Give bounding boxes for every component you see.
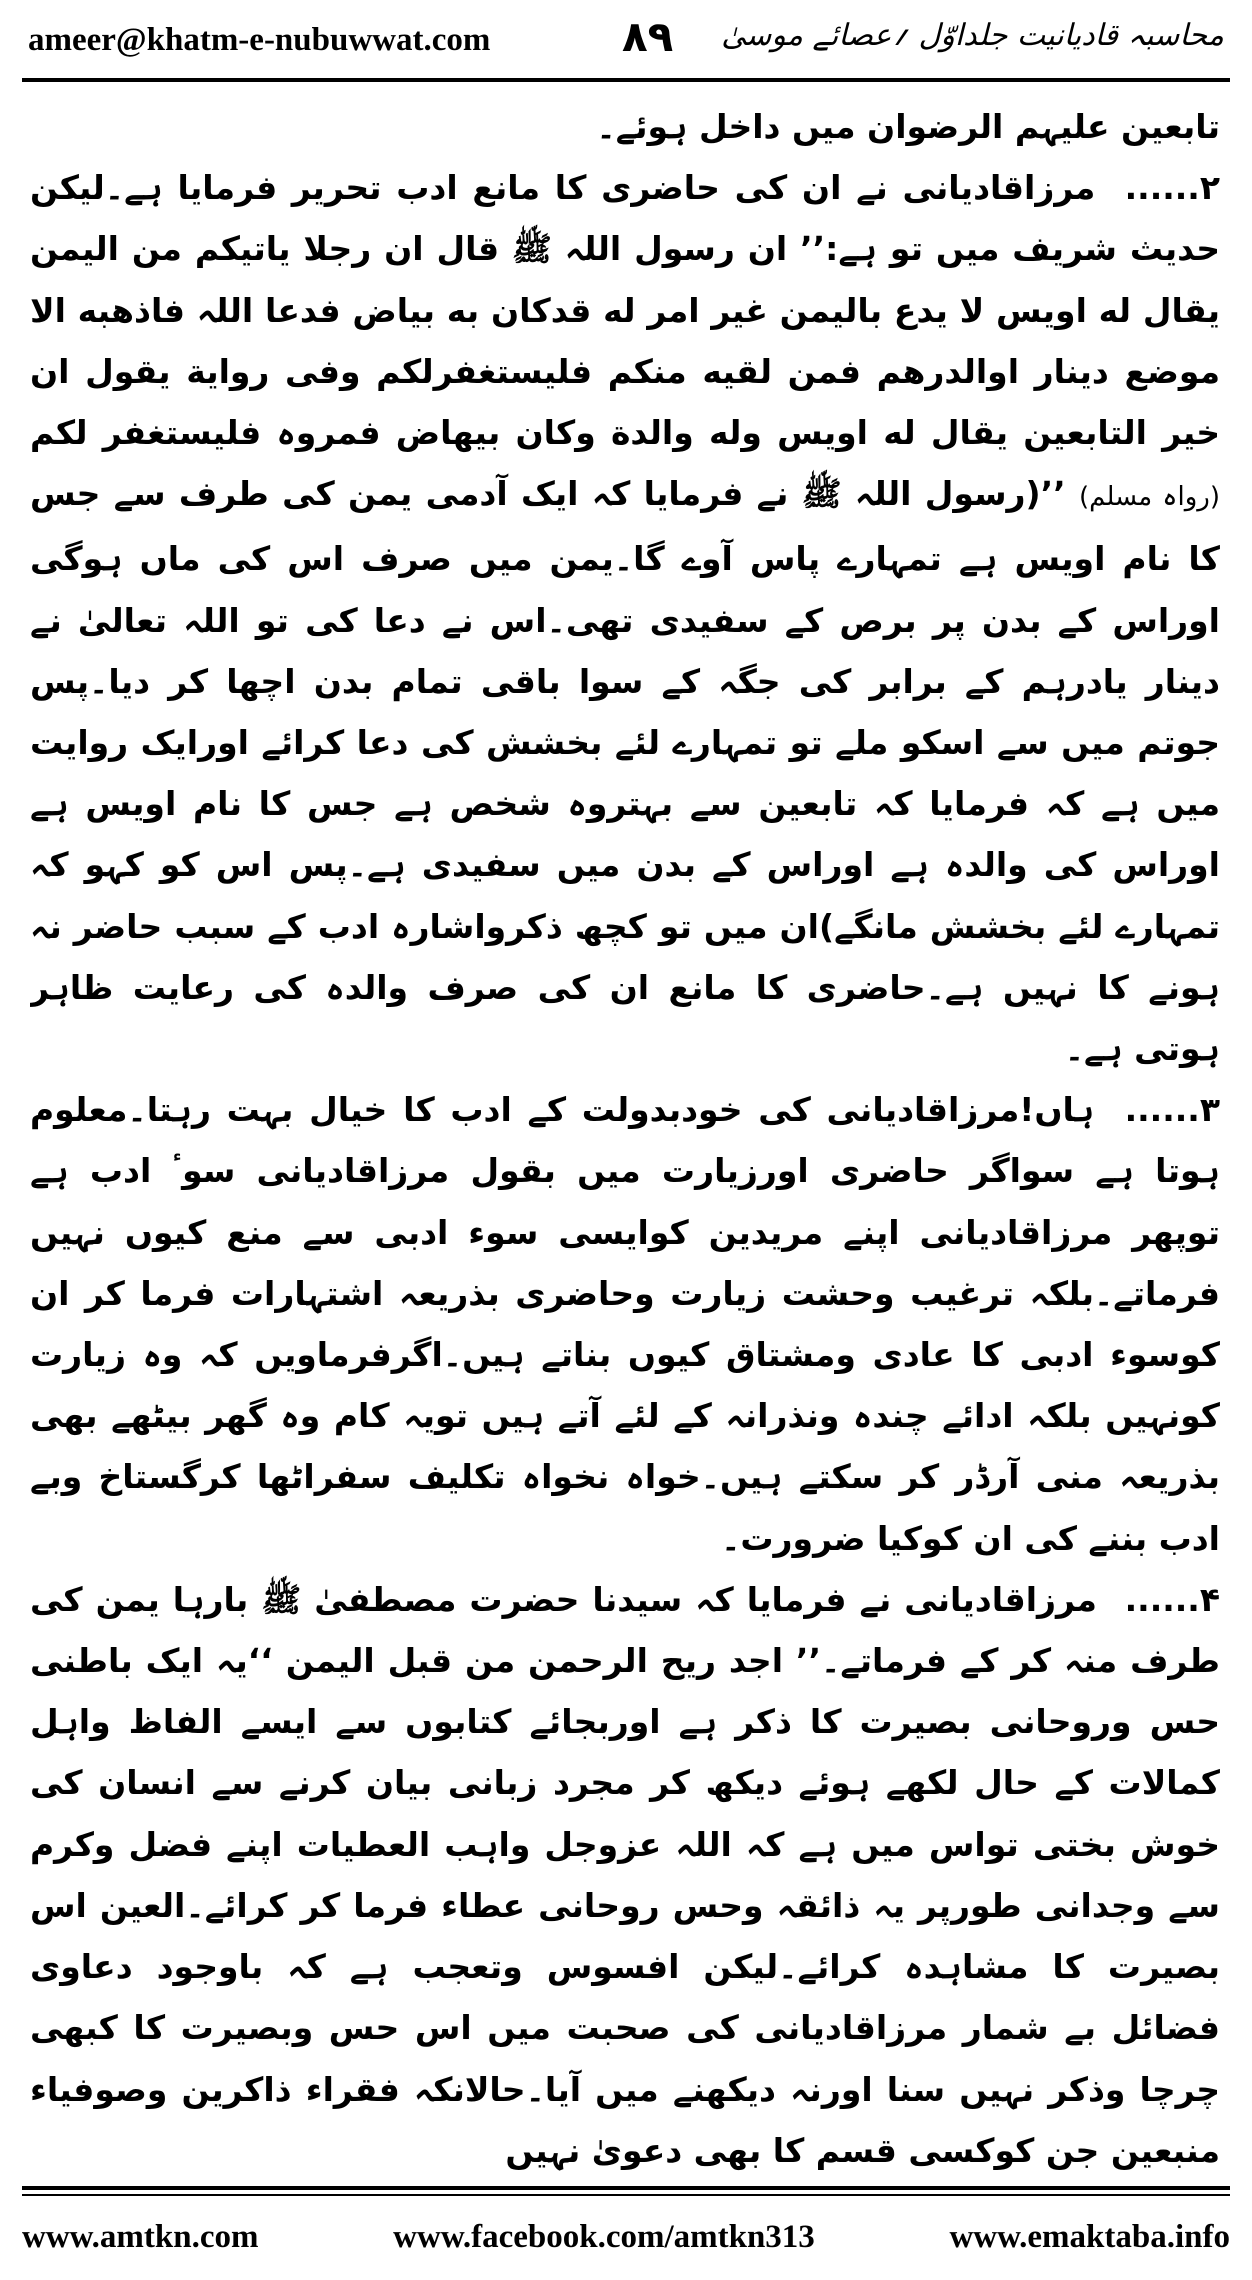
footer-rule-thick xyxy=(22,2186,1230,2190)
paragraph-item-4 xyxy=(30,1569,1220,2176)
item-2-number: ۲...... xyxy=(1124,168,1220,208)
footer-link-amtkn[interactable]: www.amtkn.com xyxy=(22,2218,259,2255)
continuation-text: تابعین علیہم الرضوان میں داخل ہوئے۔ xyxy=(596,107,1220,146)
item-3-number: ۳...... xyxy=(1124,1090,1220,1130)
paragraph-continuation xyxy=(30,96,1220,157)
footer-link-facebook[interactable]: www.facebook.com/amtkn313 xyxy=(393,2218,815,2255)
footer-link-emaktaba[interactable]: www.emaktaba.info xyxy=(949,2218,1230,2255)
page-number: ۸۹ xyxy=(622,12,674,61)
item-2-text-2: ’’(رسول اللہ ﷺ نے فرمایا کہ ایک آدمی یمن کی طرف سے جس کا نام اویس ہے تمہارے پاس آوے گا۔یمن میں صرف اس کی ماں ہوگی اوراس کے بدن پر برص کے سفیدی تھی۔اس نے دعا کی تو اللہ تعالیٰ نے دینار یادرہم کے برابر کی جگہ کے سوا باقی تمام بدن اچھا کر دیا۔پس جوتم میں سے اسکو ملے تو تمہارے لئے بخشش کی دعا کرائے اورایک روایت میں ہے کہ فرمایا کہ تابعین سے بہتروہ شخص ہے جس کا نام اویس ہے اوراس کی والدہ ہے اوراس کے بدن میں سفیدی ہے۔پس اس کو کہو کہ تمہارے لئے بخشش مانگے)ان میں تو کچھ ذکرواشارہ ادب کے سبب حاضر نہ ہونے کا نہیں ہے۔حاضری کا مانع ان کی صرف والدہ کی رعایت ظاہر ہوتی ہے۔ xyxy=(30,474,1220,1069)
item-2-arabic-hadith: ان رسول اللہ ﷺ قال ان رجلا یاتیکم من الیمن یقال له اویس لا یدع بالیمن غیر امر له قدکان به بیاض فدعا اللہ فاذهبه الا موضع دینار اوالدرهم فمن لقیه منکم فلیستغفرلکم وفی روایة یقول ان خیر التابعین یقال له اویس وله والدة وکان بیهاض فمروہ فلیستغفر لکم xyxy=(30,229,1220,453)
header-rule xyxy=(22,78,1230,82)
paragraph-item-3 xyxy=(30,1079,1220,1569)
book-title: محاسبہ قادیانیت جلداوّل ؍عصائے موسیٰ xyxy=(721,18,1224,53)
item-2-reference: (رواہ مسلم) xyxy=(1079,482,1220,513)
page-header xyxy=(22,10,1230,76)
item-3-text: ہاں!مرزاقادیانی کی خودبدولت کے ادب کا خیال بہت رہتا۔معلوم ہوتا ہے سواگر حاضری اورزیارت میں بقول مرزاقادیانی سوٴ ادب ہے توپھر مرزاقادیانی اپنے مریدین کوایسی سوء ادبی سے منع کیوں نہیں فرماتے۔بلکہ ترغیب وحشت زیارت وحاضری بذریعہ اشتہارات فرما کر ان کوسوء ادبی کا عادی ومشتاق کیوں بناتے ہیں۔اگرفرماویں کہ وہ زیارت کونہیں بلکہ ادائے چندہ ونذرانہ کے لئے آتے ہیں تویہ کام وہ گھر بیٹھے بھی بذریعہ منی آرڈر کر سکتے ہیں۔خواہ نخواہ تکلیف سفراٹھا کرگستاخ وبے ادب بننے کی ان کوکیا ضرورت۔ xyxy=(30,1090,1220,1558)
item-2-text-1: مرزاقادیانی نے ان کی حاضری کا مانع ادب تحریر فرمایا ہے۔لیکن حدیث شریف میں تو ہے:’’ xyxy=(30,168,1220,269)
item-4-number: ۴...... xyxy=(1124,1579,1220,1619)
header-email: ameer@khatm-e-nubuwwat.com xyxy=(28,22,491,58)
item-4-text-2: ‘‘یہ ایک باطنی حس وروحانی بصیرت کا ذکر ہے اوربجائے کتابوں سے ایسے الفاظ واہل کمالات کے حال لکھے ہوئے دیکھ کر مجرد زبانی بیان کرنے سے انسان کی خوش بختی تواس میں ہے کہ اللہ عزوجل واہب العطیات اپنے فضل وکرم سے وجدانی طورپر یہ ذائقہ وحس روحانی عطاء فرما کر کرائے۔العین اس بصیرت کا مشاہدہ کرائے۔لیکن افسوس وتعجب ہے کہ باوجود دعاوی فضائل بے شمار مرزاقادیانی کی صحبت میں اس حس وبصیرت کا کبھی چرچا وذکر نہیں سنا اورنہ دیکھنے میں آیا۔حالانکہ فقراء ذاکرین وصوفیاء منبعین جن کوکسی قسم کا بھی دعویٰ نہیں xyxy=(30,1641,1220,2170)
item-4-arabic-hadith: اجد ریح الرحمن من قبل الیمن xyxy=(285,1641,784,1681)
paragraph-item-2 xyxy=(30,157,1220,1079)
page-footer xyxy=(22,2212,1230,2262)
page-body xyxy=(30,96,1220,2176)
item-4-text-1: مرزاقادیانی نے فرمایا کہ سیدنا حضرت مصطفیٰ ﷺ بارہا یمن کی طرف منہ کر کے فرماتے۔’’ xyxy=(30,1579,1220,1681)
footer-rule-thin xyxy=(22,2194,1230,2196)
